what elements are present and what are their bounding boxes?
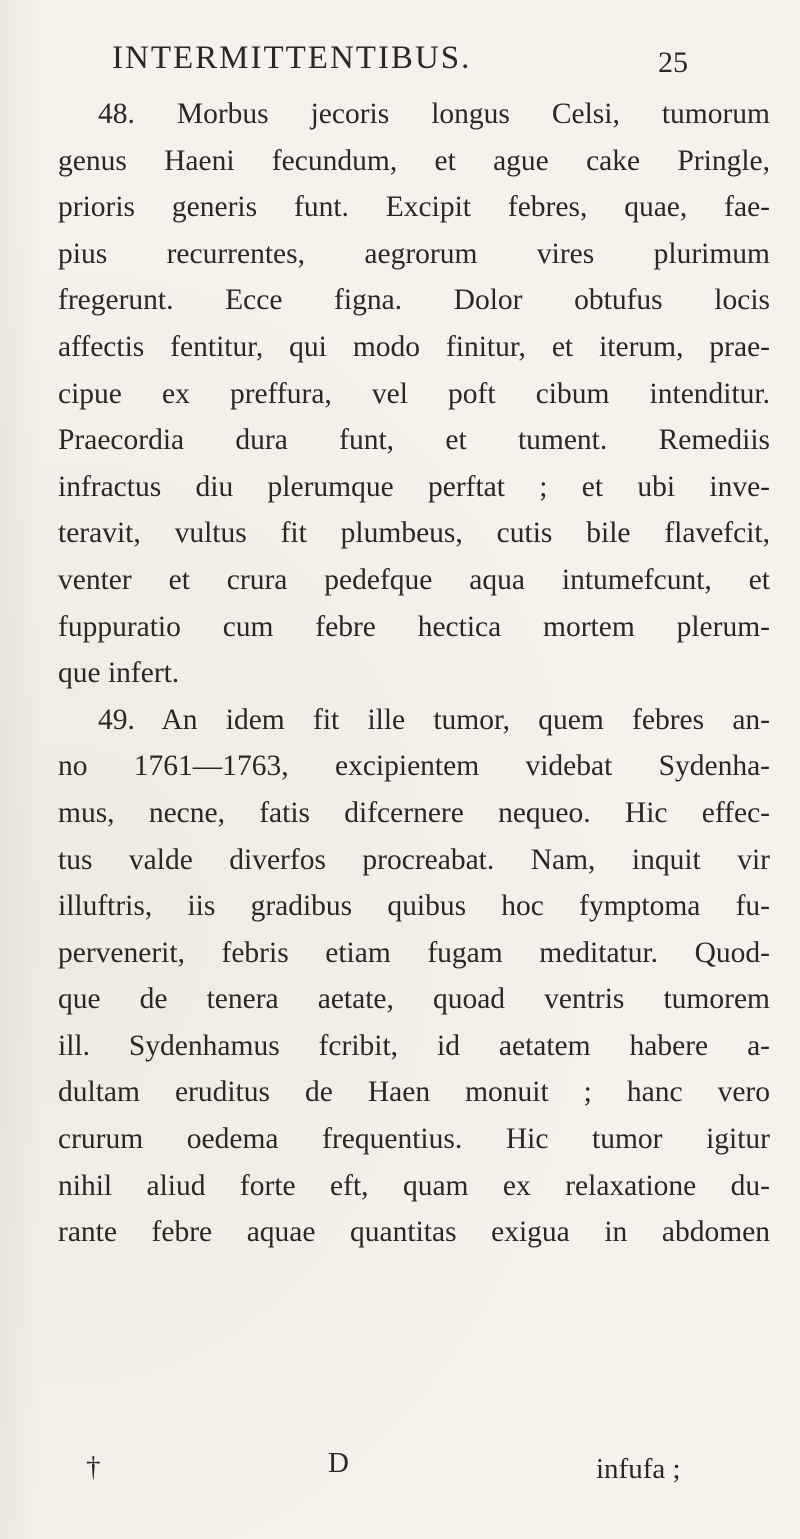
text-line: cipue ex preffura, vel poft cibum intenditur. bbox=[58, 377, 770, 410]
text-line: prioris generis funt. Excipit febres, quae, fae- bbox=[58, 191, 770, 224]
text-line: tus valde diverfos procreabat. Nam, inquit vir bbox=[58, 843, 770, 876]
text-line: illuftris, iis gradibus quibus hoc fymptoma fu- bbox=[58, 890, 770, 923]
text-line: Praecordia dura funt, et tument. Remediis bbox=[58, 424, 770, 457]
page-footer bbox=[0, 1447, 800, 1495]
signature-mark: D bbox=[328, 1447, 349, 1479]
text-line: 49. An idem fit ille tumor, quem febres an- bbox=[98, 703, 770, 736]
dagger-mark: † bbox=[86, 1451, 101, 1483]
text-line: fuppuratio cum febre hectica mortem plerum- bbox=[58, 610, 770, 643]
text-line: fregerunt. Ecce figna. Dolor obtufus locis bbox=[58, 284, 770, 317]
text-line: infractus diu plerumque perftat ; et ubi inve- bbox=[58, 470, 770, 503]
text-line: pius recurrentes, aegrorum vires plurimum bbox=[58, 237, 770, 270]
text-line: no 1761—1763, excipientem videbat Sydenha- bbox=[58, 750, 770, 783]
text-line: dultam eruditus de Haen monuit ; hanc vero bbox=[58, 1076, 770, 1109]
text-line: teravit, vultus fit plumbeus, cutis bile flavefcit, bbox=[58, 517, 770, 550]
text-line: ill. Sydenhamus fcribit, id aetatem habere a- bbox=[58, 1029, 770, 1062]
text-line: 48. Morbus jecoris longus Celsi, tumorum bbox=[98, 98, 770, 130]
text-line: genus Haeni fecundum, et ague cake Pringle, bbox=[58, 144, 770, 177]
paragraph-49 bbox=[58, 697, 770, 1256]
text-line: affectis fentitur, qui modo finitur, et iterum, prae- bbox=[58, 330, 770, 363]
text-line: nihil aliud forte eft, quam ex relaxatione du- bbox=[58, 1169, 770, 1202]
text-line: pervenerit, febris etiam fugam meditatur. Quod- bbox=[58, 936, 770, 969]
running-title: INTERMITTENTIBUS. bbox=[112, 40, 472, 76]
body-text bbox=[58, 91, 770, 1256]
catchword: infufa ; bbox=[596, 1453, 681, 1485]
text-line: venter et crura pedefque aqua intumefcunt, et bbox=[58, 563, 770, 596]
text-line: mus, necne, fatis difcernere nequeo. Hic effec- bbox=[58, 796, 770, 829]
text-line: crurum oedema frequentius. Hic tumor igitur bbox=[58, 1123, 770, 1156]
text-line: que de tenera aetate, quoad ventris tumorem bbox=[58, 983, 770, 1016]
page-number: 25 bbox=[658, 46, 688, 79]
text-line: que infert. bbox=[58, 657, 180, 690]
paragraph-48 bbox=[58, 91, 770, 697]
text-line: rante febre aquae quantitas exigua in abdomen bbox=[58, 1216, 770, 1249]
